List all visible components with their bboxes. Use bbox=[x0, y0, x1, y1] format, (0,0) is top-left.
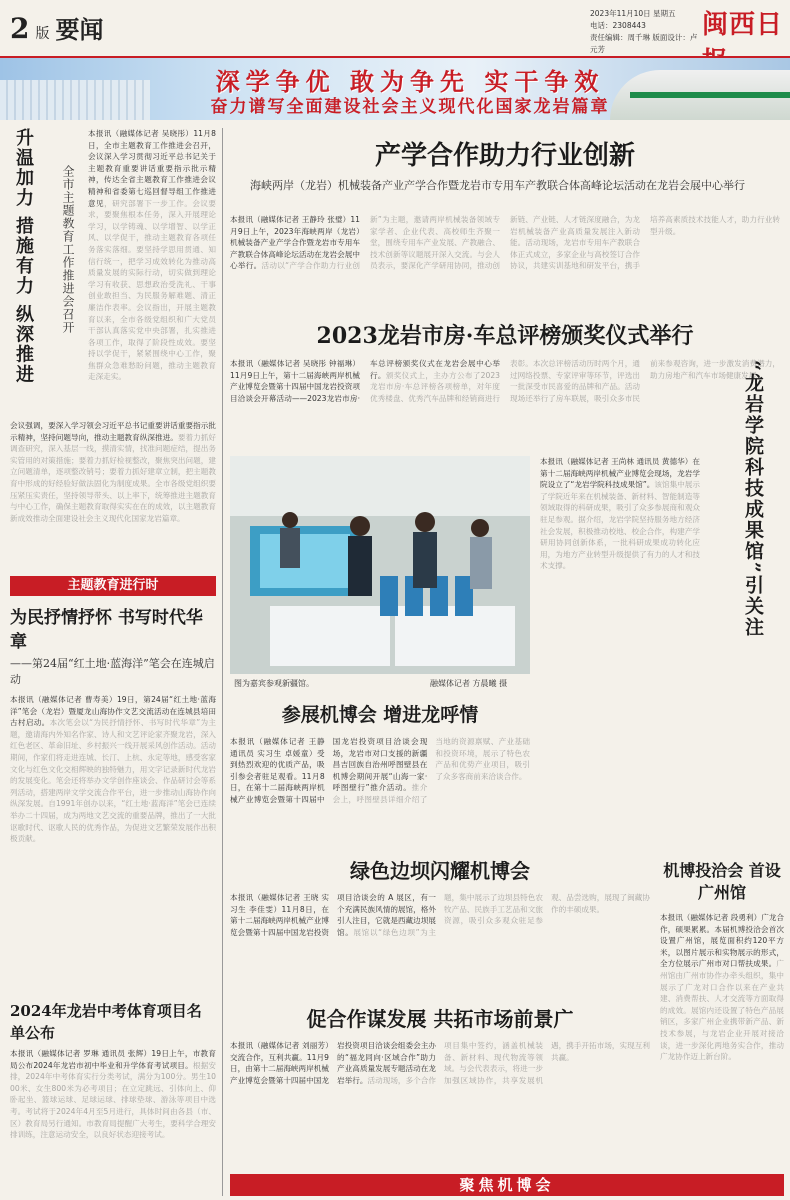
masthead bbox=[0, 0, 790, 58]
guangzhou-body: 本报讯（融媒体记者 段勇利）广龙合作，硕果累累。本届机博投洽会首次设置广州馆，展览面积约120平方米，以图片展示和实物展示的形式，全方位展示广州市对口帮扶成果。广州馆由广州市协作办牵头组织，集中展示了广龙对口合作以来在产业共建、消费帮扶、人才交流等方面取得的成效。展馆内还设置了特色产品展销区，多家广州企业携带新产品、新技术参展，与龙岩企业开展对接洽谈，进一步深化两地务实合作，推动广龙协作迈上新台阶。 bbox=[660, 913, 784, 1062]
exam-lead: 本报讯（融媒体记者 罗琳 通讯员 张辉）19日上午，市教育局公布2024年龙岩市初中毕业和升学体育考试项目。 bbox=[10, 1049, 216, 1070]
market-headline: 促合作谋发展 共拓市场前景广 bbox=[306, 1007, 574, 1031]
left-story-lead: 本报讯（融媒体记者 吴晓彤）11月8日，全市主题教育工作推进会召开，会议深入学习贯彻习近平总书记关于主题教育重要讲话重要指示批示精神，传达全省主题教育工作推进会议精神和省委第七巡回督导组工作推进意见 bbox=[88, 129, 216, 208]
expo-headline: 参展机博会 增进龙呼情 bbox=[281, 704, 479, 726]
top-story-body: 本报讯（融媒体记者 王静玲 张璧）11月9日上午，2023年海峡两岸（龙岩）机械装备产业产学合作暨龙岩市专用车产教联合体高峰论坛活动在龙岩会展中心举行。活动以“产学合作助力行业创新”为主题，邀请两岸机械装备领域专家学者、企业代表、高校师生齐聚一堂，围绕专用车产业发展、产教融合、技术创新等议题展开深入交流。与会人员表示，要深化产学研用协同，推动创新链、产业链、人才链深度融合，为龙岩机械装备产业高质量发展注入新动能。活动现场，龙岩市专用车产教联合体正式成立，多家企业与高校签订合作协议，共建实训基地和研发平台，携手培养高素质技术技能人才，助力行业转型升级。 bbox=[230, 215, 780, 271]
column-divider bbox=[222, 128, 223, 1196]
banner-slogan: 深学争优 敢为争先 实干争效 bbox=[215, 67, 605, 96]
poetry-headline: 为民抒情抒怀 书写时代华章 bbox=[10, 608, 203, 652]
college-headline: “龙岩学院科技成果馆”引关注 bbox=[742, 360, 764, 638]
poetry-subhead: ——第24届“红土地·蓝海洋”笔会在连城启动 bbox=[10, 657, 215, 686]
editor-line: 责任编辑：周千琳 版面设计：卢元芳 bbox=[590, 33, 698, 54]
theme-education-tag: 主题教育进行时 bbox=[10, 576, 216, 596]
top-story-deck: 海峡两岸（龙岩）机械装备产业产学合作暨龙岩市专用车产教联合体高峰论坛活动在龙岩会展中心举行 bbox=[250, 179, 745, 192]
expo-lead: 本报讯（融媒体记者 王静 通讯员 实习生 卓媛童）受到热烈欢迎的优质产品，吸引参会者驻足观看。11月8日，在第十二届海峡两岸机械产业博览会暨第十四届中国龙岩投资项目洽谈会现场，龙岩市对口支援的新疆昌吉回族自治州呼图壁县在机博会期间开展“山海一家·呼图壁行”推介活动。 bbox=[230, 737, 428, 804]
guangzhou-headline: 机博投洽会 首设广州馆 bbox=[663, 861, 781, 902]
award-headline: 2023龙岩市房·车总评榜颁奖仪式举行 bbox=[316, 323, 694, 349]
expo-photo bbox=[230, 456, 530, 674]
left-story-body-cont: 会议强调，要深入学习领会习近平总书记重要讲话重要指示批示精神，坚持问题导向，推动主题教育纵深推进。要着力抓好调查研究，深入基层一线，摸清实情，找准问题症结，提出务实管用的对策措施；要着力抓好检视整改，聚焦突出问题，建立问题清单，逐项整改销号；要着力抓好建章立制，把主题教育中形成的好经验好做法固化为制度成果。全市各级党组织要压紧压实责任，坚持领导带头、以上率下，统筹推进主题教育与中心工作，确保主题教育取得实实在在的成效，以主题教育新成效推动全面建设社会主义现代化国家龙岩篇章。 bbox=[10, 421, 216, 523]
expo-body: 本报讯（融媒体记者 王静 通讯员 实习生 卓媛童）受到热烈欢迎的优质产品，吸引参会者驻足观看。11月8日，在第十二届海峡两岸机械产业博览会暨第十四届中国龙岩投资项目洽谈会现场，龙岩市对口支援的新疆昌吉回族自治州呼图壁县在机博会期间开展“山海一家·呼图壁行”推介活动。推介会上，呼图壁县详细介绍了当地的资源禀赋、产业基础和投资环境，展示了特色农产品和优势产业项目，吸引了众多客商前来洽谈合作。 bbox=[230, 737, 530, 804]
page-label bbox=[10, 10, 103, 45]
college-body: 本报讯（融媒体记者 王尚林 通讯员 黄德华）在第十二届海峡两岸机械产业博览会现场，龙岩学院设立了“龙岩学院科技成果馆”。该馆集中展示了学院近年来在机械装备、新材料、智能制造等领域取得的科研成果，吸引了众多参展商和观众驻足参观。据介绍，龙岩学院坚持服务地方经济社会发展，积极推动校地、校企合作，构建产学研用协同创新体系，一批科研成果成功转化应用，为地方产业转型升级提供了有力的人才和技术支撑。 bbox=[540, 457, 700, 571]
left-story-headline: 升温加力 措施有力 纵深推进 bbox=[13, 128, 34, 385]
green-lead: 本报讯（融媒体记者 王晓 实习生 李佳雯）11月8日，在第十二届海峡两岸机械产业博览会暨第十四届中国龙岩投资项目洽谈会的 A 展区，有一个充满民族风情的展馆，格外引人注目，它就是西藏边坝展馆。 bbox=[230, 893, 436, 937]
photo-caption: 图为嘉宾参观新疆馆。 bbox=[234, 679, 314, 688]
top-story-lead: 本报讯（融媒体记者 王静玲 张璧）11月9日上午，2023年海峡两岸（龙岩）机械装备产业产学合作暨龙岩市专用车产教联合体高峰论坛活动在龙岩会展中心举行。 bbox=[230, 215, 360, 271]
green-body: 本报讯（融媒体记者 王晓 实习生 李佳雯）11月8日，在第十二届海峡两岸机械产业博览会暨第十四届中国龙岩投资项目洽谈会的 A 展区，有一个充满民族风情的展馆，格外引人注目，它就是西藏边坝展馆。展馆以“绿色边坝”为主题，集中展示了边坝县特色农牧产品、民族手工艺品和文旅资源，吸引众多观众驻足参观、品尝选购，展现了闽藏协作的丰硕成果。 bbox=[230, 893, 650, 937]
building-illustration bbox=[0, 80, 150, 120]
exam-body: 本报讯（融媒体记者 罗琳 通讯员 张辉）19日上午，市教育局公布2024年龙岩市初中毕业和升学体育考试项目。根据安排，2024年中考体育实行分类考试，满分为100分。男生1000米、女生800米为必考项目；在立定跳远、引体向上、仰卧起坐、篮球运球、足球运球、排球垫球、游泳等项目中选考。考试将于2024年4月至5月进行，具体时间由各县（市、区）教育局另行通知。市教育局提醒广大考生，要科学合理安排训练，注意运动安全，以良好状态迎接考试。 bbox=[10, 1049, 216, 1140]
green-headline: 绿色边坝闪耀机博会 bbox=[350, 859, 530, 883]
award-body: 本报讯（融媒体记者 吴晓彤 钟福琳）11月9日上午，第十二届海峡两岸机械产业博览会暨第十四届中国龙岩投资项目洽谈会开幕活动——2023龙岩市房·车总评榜颁奖仪式在龙岩会展中心举行。颁奖仪式上，主办方公布了2023龙岩市房·车总评榜各项榜单，对年度优秀楼盘、优秀汽车品牌和经销商进行表彰。本次总评榜活动历时两个月，通过网络投票、专家评审等环节，评选出一批深受市民喜爱的品牌和产品。活动现场还举行了房车联展，吸引众多市民前来参观咨询，进一步激发消费潜力，助力房地产和汽车市场健康发展。 bbox=[230, 359, 780, 403]
left-story-body: 本报讯（融媒体记者 吴晓彤）11月8日，全市主题教育工作推进会召开，会议深入学习贯彻习近平总书记关于主题教育重要讲话重要指示批示精神，传达全省主题教育工作推进会议精神和省委第七巡回督导组工作推进意见，研究部署下一步工作。会议要求，要聚焦根本任务，深入开展理论学习，以学铸魂、以学增智、以学正风、以学促干，推动主题教育各项任务落实落细。要坚持学思用贯通、知信行统一，把学习成效转化为推动高质量发展的实际行动，切实做到理论学习有收获、思想政治受洗礼、干事创业敢担当、为民服务解难题、清正廉洁作表率。会议指出，开展主题教育以来，全市各级党组织和广大党员干部认真落实党中央部署，扎实推进各项工作，取得了阶段性成效。要坚持以学促干，紧紧围绕中心工作，聚焦群众急难愁盼问题，推动主题教育走深走实。 bbox=[88, 129, 216, 382]
college-lead: 本报讯（融媒体记者 王尚林 通讯员 黄德华）在第十二届海峡两岸机械产业博览会现场，龙岩学院设立了“龙岩学院科技成果馆”。 bbox=[540, 457, 700, 490]
masthead-meta bbox=[590, 8, 700, 56]
left-story-subhead: 全市主题教育工作推进会召开 bbox=[61, 165, 75, 334]
market-lead: 本报讯（融媒体记者 刘丽芳）交流合作，互利共赢。11月9日，由第十二届海峡两岸机械产业博览会暨第十四届中国龙岩投资项目洽谈会组委会主办的“福龙同向·区域合作”助力产业高质量发展专题活动在龙岩举行。 bbox=[230, 1041, 436, 1085]
photo-credit: 融媒体记者 方晨曦 摄 bbox=[430, 679, 508, 688]
left-story-tail: 会议强调，要深入学习领会习近平总书记重要讲话重要指示批示精神，坚持问题导向，推动主题教育纵深推进。 bbox=[10, 421, 216, 442]
date-line: 2023年11月10日 星期五 bbox=[590, 9, 676, 18]
poetry-lead: 本报讯（融媒体记者 曹寿美）19日，第24届“红土地·蓝海洋”笔会（龙岩）暨厦龙山海协作文艺交流活动在连城县培田古村启动。 bbox=[10, 695, 216, 728]
page-number: 2 bbox=[10, 12, 30, 45]
campaign-banner bbox=[0, 58, 790, 120]
newspaper-logo: 闽西日 bbox=[702, 10, 784, 40]
ban-label: 版 bbox=[35, 26, 50, 42]
footer-focus-bar: 聚焦机博会 bbox=[230, 1174, 784, 1196]
guangzhou-lead: 本报讯（融媒体记者 段勇利）广龙合作，硕果累累。本届机博投洽会首次设置广州馆，展览面积约120平方米，以图片展示和实物展示的形式，全方位展示广州市对口帮扶成果。 bbox=[660, 913, 784, 969]
market-body: 本报讯（融媒体记者 刘丽芳）交流合作，互利共赢。11月9日，由第十二届海峡两岸机械产业博览会暨第十四届中国龙岩投资项目洽谈会组委会主办的“福龙同向·区域合作”助力产业高质量发展专题活动在龙岩举行。活动现场，多个合作项目集中签约，涵盖机械装备、新材料、现代物流等领域。与会代表表示，将进一步加强区域协作，共享发展机遇，携手开拓市场，实现互利共赢。 bbox=[230, 1041, 650, 1085]
exam-headline: 2024年龙岩中考体育项目名单公布 bbox=[10, 1002, 202, 1042]
banner-subslogan: 奋力谱写全面建设社会主义现代化国家龙岩篇章 bbox=[210, 97, 610, 117]
phone-line: 电话：2308443 bbox=[590, 21, 646, 30]
section-name: 要闻 bbox=[55, 15, 104, 44]
top-story-headline: 产学合作助力行业创新 bbox=[374, 141, 635, 171]
expo-photo-illustration bbox=[230, 456, 530, 674]
award-lead: 本报讯（融媒体记者 吴晓彤 钟福琳）11月9日上午，第十二届海峡两岸机械产业博览会暨第十四届中国龙岩投资项目洽谈会开幕活动——2023龙岩市房·车总评榜颁奖仪式在龙岩会展中心举行。 bbox=[230, 359, 500, 403]
poetry-body: 本报讯（融媒体记者 曹寿美）19日，第24届“红土地·蓝海洋”笔会（龙岩）暨厦龙山海协作文艺交流活动在连城县培田古村启动。本次笔会以“为民抒情抒怀、书写时代华章”为主题，邀请海内外知名作家、诗人和文艺评论家齐聚龙岩，深入红色老区、革命旧址、乡村振兴一线开展采风创作活动。活动期间，作家们将走进连城、长汀、上杭、永定等地，感受客家文化与红色文化交相辉映的独特魅力，用文字记录新时代龙岩的发展变化。笔会还将举办文学创作座谈会、作品研讨会等系列活动，搭建两岸文学交流合作平台，进一步推动山海协作向纵深发展。自1991年创办以来，“红土地·蓝海洋”笔会已连续举办二十四届，成为两地文艺交流的重要品牌，推出了一大批讴歌时代、讴歌人民的优秀作品，为促进文艺繁荣发展作出积极贡献。 bbox=[10, 695, 216, 844]
